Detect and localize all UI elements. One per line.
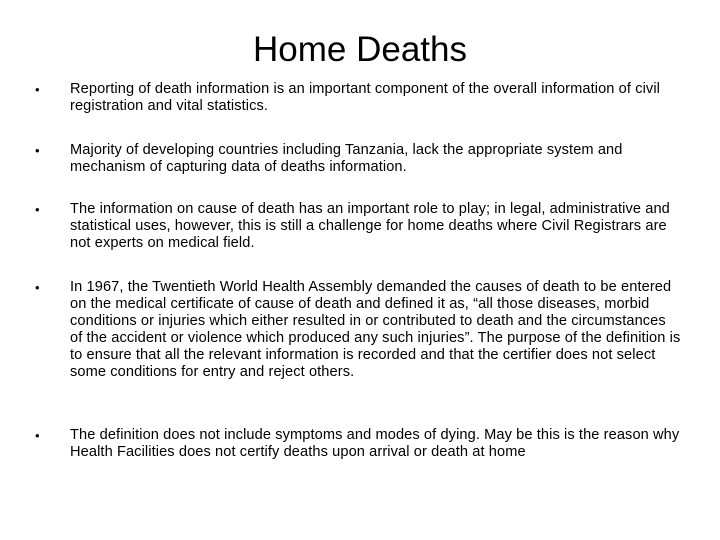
- bullet-text: The information on cause of death has an important role to play; in legal, administrative and statistical uses, however, this is still a challenge for home deaths where Civil Registrars are not experts on medical field.: [70, 201, 670, 251]
- bullet-text: In 1967, the Twentieth World Health Assembly demanded the causes of death to be entered on the medical certificate of cause of death and defined it as, “all those diseases, morbid conditions or injuries which either resulted in or contributed to death and the circumstances of the accident or violence which produced any such injuries”. The purpose of the definition is to ensure that all the relevant information is recorded and that the certifier does not select some conditions for entry and reject others.: [70, 279, 681, 380]
- bullet-text: The definition does not include symptoms and modes of dying. May be this is the reason why Health Facilities does not certify deaths upon arrival or death at home: [70, 427, 680, 460]
- bullet-dot-icon: •: [35, 202, 40, 217]
- bullet-dot-icon: •: [35, 428, 40, 443]
- bullet-text: Reporting of death information is an important component of the overall information of civil registration and vital statistics.: [70, 81, 661, 114]
- bullet-dot-icon: •: [35, 280, 40, 295]
- slide-title: Home Deaths: [253, 30, 467, 69]
- bullet-dot-icon: •: [35, 82, 40, 97]
- bullet-dot-icon: •: [35, 143, 40, 158]
- bullet-text: Majority of developing countries including Tanzania, lack the appropriate system and mechanism of capturing data of deaths information.: [70, 142, 623, 175]
